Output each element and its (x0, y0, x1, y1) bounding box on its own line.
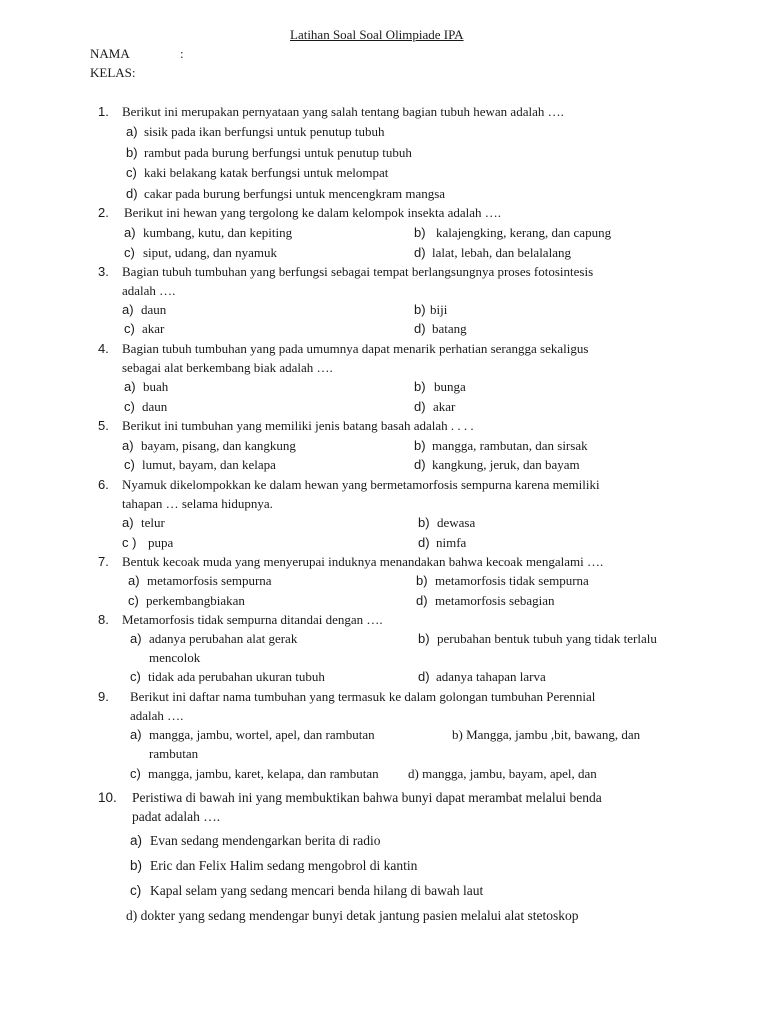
option-text: mangga, rambutan, dan sirsak (432, 438, 588, 453)
option-text: lalat, lebah, dan belalalang (432, 245, 571, 260)
option-letter: c) (124, 321, 135, 336)
option-letter: a) (124, 225, 136, 240)
question-number: 8. (98, 612, 109, 627)
question-number: 2. (98, 205, 109, 220)
option-text: metamorfosis sempurna (147, 573, 272, 588)
option-text: bayam, pisang, dan kangkung (141, 438, 296, 453)
question-text: Bentuk kecoak muda yang menyerupai induknya menandakan bahwa kecoak mengalami …. (122, 554, 604, 569)
option-letter: a) (130, 727, 142, 742)
option-text: mangga, jambu, wortel, apel, dan rambutan (149, 727, 375, 742)
option-text: Evan sedang mendengarkan berita di radio (150, 833, 381, 848)
question-number: 4. (98, 341, 109, 356)
question-text-continued: adalah …. (130, 708, 184, 723)
option-text: akar (142, 321, 165, 336)
option-text: sisik pada ikan berfungsi untuk penutup tubuh (144, 124, 385, 139)
question-text: Peristiwa di bawah ini yang membuktikan bahwa bunyi dapat merambat melalui benda (132, 790, 602, 805)
question-text-continued: tahapan … selama hidupnya. (122, 496, 273, 511)
option-letter: b) (414, 438, 426, 453)
question-number: 7. (98, 554, 109, 569)
option-text: b) Mangga, jambu ,bit, bawang, dan (452, 727, 641, 742)
option-letter: d) (414, 321, 426, 336)
option-letter: c) (124, 245, 135, 260)
question-text: Berikut ini daftar nama tumbuhan yang termasuk ke dalam golongan tumbuhan Perennial (130, 689, 596, 704)
option-letter: a) (126, 124, 138, 139)
question-text: Berikut ini hewan yang tergolong ke dalam kelompok insekta adalah …. (124, 205, 502, 220)
kelas-label: KELAS: (90, 65, 136, 80)
option-text: kalajengking, kerang, dan capung (436, 225, 612, 240)
option-letter: d) (416, 593, 428, 608)
option-text: rambut pada burung berfungsi untuk penutup tubuh (144, 145, 412, 160)
option-letter: b) (130, 858, 143, 873)
option-letter: b) (414, 225, 426, 240)
question-text: Bagian tubuh tumbuhan yang pada umumnya dapat menarik perhatian serangga sekaligus (122, 341, 589, 356)
option-text: d) mangga, jambu, bayam, apel, dan (408, 766, 597, 781)
option-text: bunga (434, 379, 466, 394)
question-number: 9. (98, 689, 109, 704)
question-text: Berikut ini merupakan pernyataan yang salah tentang bagian tubuh hewan adalah …. (122, 104, 564, 119)
question-text-continued: adalah …. (122, 283, 176, 298)
option-letter: b) (414, 379, 426, 394)
option-text: cakar pada burung berfungsi untuk mencengkram mangsa (144, 186, 446, 201)
option-text: nimfa (436, 535, 467, 550)
option-letter: c) (124, 457, 135, 472)
option-text: akar (433, 399, 456, 414)
question-text: Nyamuk dikelompokkan ke dalam hewan yang bermetamorfosis sempurna karena memiliki (122, 477, 600, 492)
option-text: batang (432, 321, 467, 336)
option-letter: c ) (122, 535, 137, 550)
option-text: dewasa (437, 515, 476, 530)
option-text-continued: mencolok (149, 650, 201, 665)
option-text: adanya tahapan larva (436, 669, 546, 684)
option-letter: c) (126, 165, 137, 180)
question-number: 3. (98, 264, 109, 279)
option-letter: c) (130, 766, 141, 781)
option-letter: a) (122, 515, 134, 530)
question-text: Bagian tubuh tumbuhan yang berfungsi sebagai tempat berlangsungnya proses fotosintesis (122, 264, 594, 279)
option-letter: b) (414, 302, 426, 317)
option-text: Eric dan Felix Halim sedang mengobrol di kantin (150, 858, 418, 873)
option-letter: c) (130, 669, 141, 684)
option-text: mangga, jambu, karet, kelapa, dan rambutan (148, 766, 379, 781)
option-text: Kapal selam yang sedang mencari benda hilang di bawah laut (150, 883, 484, 898)
option-letter: b) (418, 631, 430, 646)
question-text-continued: sebagai alat berkembang biak adalah …. (122, 360, 333, 375)
option-text: d) dokter yang sedang mendengar bunyi detak jantung pasien melalui alat stetoskop (126, 908, 579, 923)
option-text: perkembangbiakan (146, 593, 245, 608)
option-text: adanya perubahan alat gerak (149, 631, 298, 646)
option-letter: a) (122, 438, 134, 453)
option-text: siput, udang, dan nyamuk (143, 245, 277, 260)
option-text: buah (143, 379, 169, 394)
question-number: 10. (98, 790, 117, 805)
question-text: Berikut ini tumbuhan yang memiliki jenis batang basah adalah . . . . (122, 418, 474, 433)
option-text: daun (141, 302, 167, 317)
option-letter: d) (414, 457, 426, 472)
nama-label: NAMA (90, 46, 130, 61)
option-text: kangkung, jeruk, dan bayam (432, 457, 580, 472)
option-text: kaki belakang katak berfungsi untuk melompat (144, 165, 389, 180)
option-text-continued: rambutan (149, 746, 199, 761)
question-number: 6. (98, 477, 109, 492)
option-letter: c) (128, 593, 139, 608)
option-text: metamorfosis sebagian (435, 593, 555, 608)
question-number: 1. (98, 104, 109, 119)
option-letter: d) (418, 669, 430, 684)
option-text: perubahan bentuk tubuh yang tidak terlalu (437, 631, 657, 646)
option-text: lumut, bayam, dan kelapa (142, 457, 276, 472)
option-text: metamorfosis tidak sempurna (435, 573, 589, 588)
option-letter: a) (122, 302, 134, 317)
option-text: tidak ada perubahan ukuran tubuh (148, 669, 325, 684)
question-text: Metamorfosis tidak sempurna ditandai dengan …. (122, 612, 383, 627)
option-letter: b) (418, 515, 430, 530)
option-letter: a) (128, 573, 140, 588)
option-letter: c) (130, 883, 142, 898)
nama-colon: : (180, 46, 184, 61)
option-letter: a) (124, 379, 136, 394)
option-text: kumbang, kutu, dan kepiting (143, 225, 293, 240)
option-letter: d) (414, 245, 426, 260)
question-text-continued: padat adalah …. (132, 809, 221, 824)
worksheet-title: Latihan Soal Soal Olimpiade IPA (290, 27, 464, 42)
option-letter: d) (126, 186, 138, 201)
option-letter: b) (126, 145, 138, 160)
option-letter: c) (124, 399, 135, 414)
option-letter: b) (416, 573, 428, 588)
option-letter: a) (130, 833, 143, 848)
option-letter: a) (130, 631, 142, 646)
option-letter: d) (418, 535, 430, 550)
question-number: 5. (98, 418, 109, 433)
option-text: daun (142, 399, 168, 414)
option-text: biji (430, 302, 448, 317)
option-text: telur (141, 515, 165, 530)
option-letter: d) (414, 399, 426, 414)
option-text: pupa (148, 535, 174, 550)
